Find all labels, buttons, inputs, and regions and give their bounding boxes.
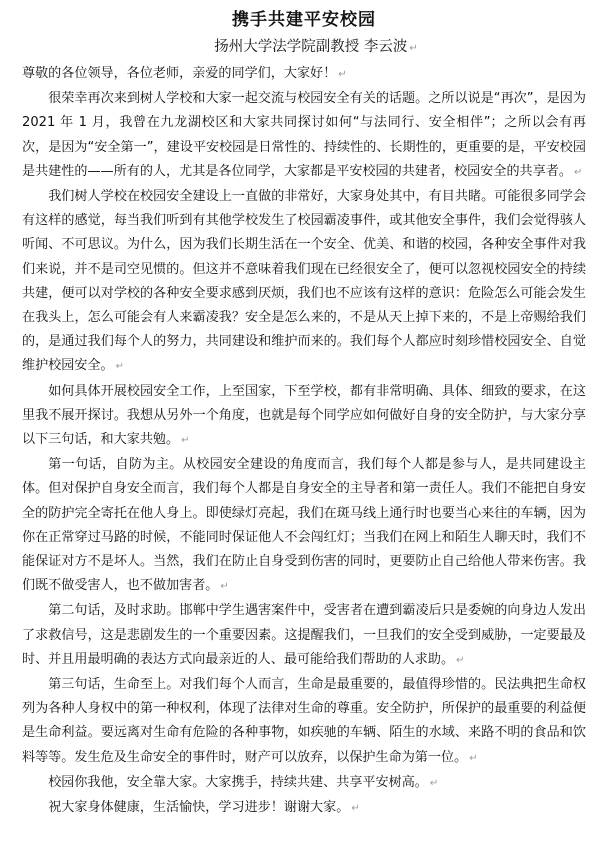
paragraph-closing: 祝大家身体健康，生活愉快，学习进步！谢谢大家。 ↵ xyxy=(48,800,360,816)
paragraph-mark-icon: ↵ xyxy=(181,435,190,447)
paragraph-mark-icon: ↵ xyxy=(456,654,465,666)
paragraph-mark-icon: ↵ xyxy=(338,69,347,80)
paragraph-intro: 很荣幸再次来到树人学校和大家一起交流与校园安全有关的话题。之所以说是“再次”，是因为 2021 年 1 月，我曾在九龙湖校区和大家共同探讨如何“与法同行、安全相伴”；之所以会有再次，是因为“安全第一”，建设平安校园是日常性的、持续性的、长期性的，更重要的是，平安校园是共建性的——所有的人，尤其是各位同学，大家都是平安校园的共建者，校园安全的共享者。 ↵ xyxy=(22,91,586,179)
paragraph-mark-icon: ↵ xyxy=(429,777,439,789)
paragraph-slogan: 校园你我他，安全靠大家。大家携手，持续共建、共享平安树高。 ↵ xyxy=(48,774,439,790)
paragraph-mark-icon: ↵ xyxy=(469,752,478,764)
title-text: 携手共建平安校园 xyxy=(232,10,376,30)
paragraph-greeting: 尊敬的各位领导，各位老师，亲爱的同学们，大家好！ ↵ xyxy=(22,66,347,81)
author-line xyxy=(22,36,586,60)
paragraph-how-to: 如何具体开展校园安全工作，上至国家，下至学校，都有非常明确、具体、细致的要求，在这里我不展开探讨。我想从另外一个角度，也就是每个同学应如何做好自身的安全防护，与大家分享以下三句话，和大家共勉。 ↵ xyxy=(22,383,586,448)
paragraph-third-point: 第三句话，生命至上。对我们每个人而言，生命是最重要的，最值得珍惜的。民法典把生命权列为各种人身权中的第一种权利，体现了法律对生命的尊重。安全防护，所保护的最重要的利益便是生命利益。要远离对生命有危险的各种事物，如疾驰的车辆、陌生的水域、来路不明的食品和饮料等等。发生危及生命安全的事件时，财产可以放弃，以保护生命为第一位。 ↵ xyxy=(22,677,586,765)
paragraph-mark-icon: ↵ xyxy=(573,166,583,178)
paragraph-school-safety: 我们树人学校在校园安全建设上一直做的非常好，大家身处其中，有目共睹。可能很多同学会有这样的感觉，每当我们听到有其他学校发生了校园霸凌事件，或其他安全事件，我们会觉得骇人听闻、不可思议。为什么，因为我们长期生活在一个安全、优美、和谐的校园，各种安全事件对我们来说，并不是司空见惯的。但这并不意味着我们现在已经很安全了，便可以忽视校园安全的持续共建，便可以对学校的各种安全要求感到厌烦，我们也不应该有这样的意识：危险怎么可能会发生在我头上，怎么可能会有人来霸凌我？安全是怎么来的，不是从天上掉下来的，不是上帝赐给我们的，是通过我们每个人的努力，共同建设和维护而来的。我们每个人都应时刻珍惜校园安全、自觉维护校园安全。 ↵ xyxy=(22,189,586,374)
paragraph-mark-icon: ↵ xyxy=(409,43,418,54)
paragraph-mark-icon: ↵ xyxy=(220,581,229,593)
paragraph-mark-icon: ↵ xyxy=(351,803,360,815)
document-title xyxy=(22,8,586,32)
paragraph-second-point: 第二句话，及时求助。邯郸中学生遇害案件中，受害者在遭到霸凌后只是委婉的向身边人发出了求救信号，这是悲剧发生的一个重要因素。这提醒我们，一旦我们的安全受到威胁，一定要最及时、并且用最明确的表达方式向最亲近的人、最可能给我们帮助的人求助。 ↵ xyxy=(22,603,586,667)
paragraph-mark-icon: ↵ xyxy=(115,361,125,373)
author-text: 扬州大学法学院副教授 李云波 xyxy=(214,39,408,55)
paragraph-first-point: 第一句话，自防为主。从校园安全建设的角度而言，我们每个人都是参与人，是共同建设主体。但对保护自身安全而言，我们每个人都是自身安全的主导者和第一责任人。我们不能把自身安全的防护完全寄托在他人身上。即使绿灯亮起，我们在斑马线上通行时也要当心来往的车辆，因为你在正常穿过马路的时候，不能同时保证他人不会闯红灯；当我们在网上和陌生人聊天时，我们不能保证对方不是坏人。当然，我们在防止自身受到伤害的同时，更要防止自己给他人带来伤害。我们既不做受害人，也不做加害者。 ↵ xyxy=(22,457,586,594)
